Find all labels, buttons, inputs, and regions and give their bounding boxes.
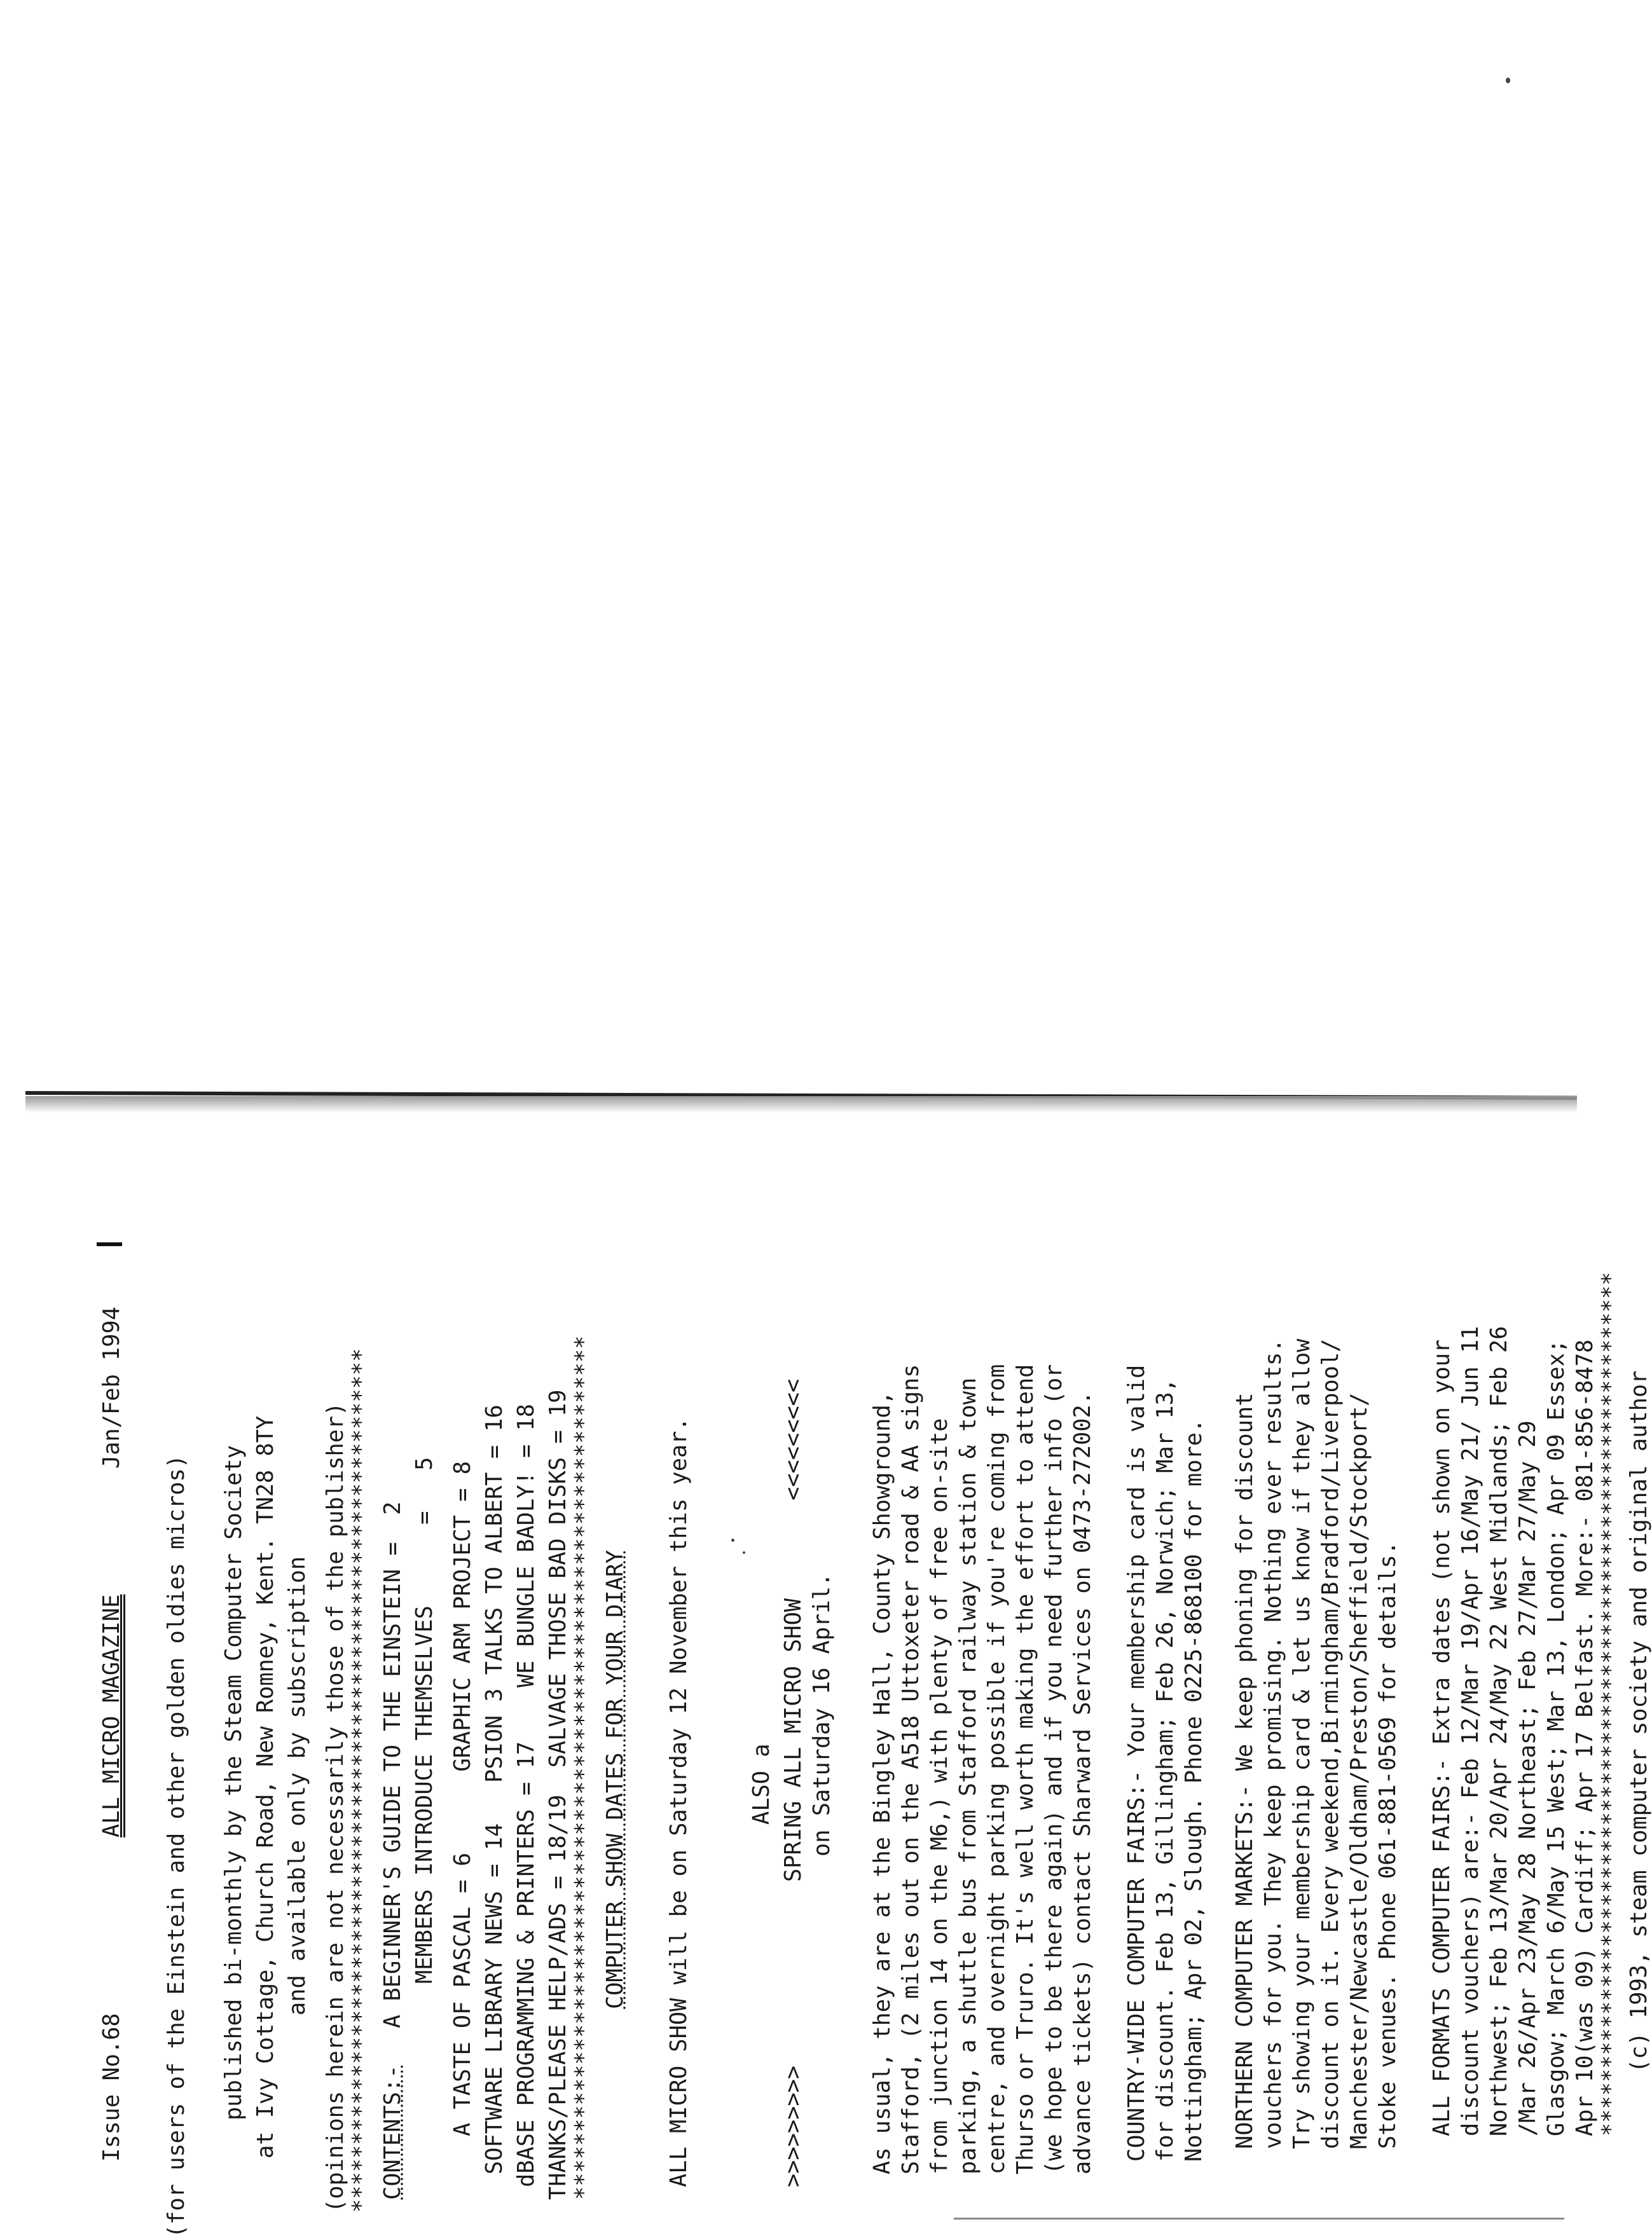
issue-date: Jan/Feb 1994 [99, 1307, 125, 1469]
publisher-line-1: published bi-monthly by the Steam Computer Society [221, 1445, 247, 2120]
all-formats-line: Northwest; Feb 13/Mar 20/Apr 24/May 22 West Midlands; Feb 26 [1486, 1326, 1512, 2136]
spring-show-title: SPRING ALL MICRO SHOW [780, 1598, 806, 1882]
contents-line: THANKS/PLEASE HELP/ADS = 18/19 SALVAGE THOSE BAD DISKS = 19 [545, 1389, 571, 2200]
stars-divider-1: **************************************************************** [348, 1348, 374, 2213]
venue-line: Stafford, (2 miles out on the A518 Uttoxeter road & AA signs [898, 1364, 924, 2174]
copyright-line: (c) 1993, steam computer society and original author [1626, 1370, 1652, 2073]
all-formats-line: Glasgow; March 6/May 15 West; Mar 13, London; Apr 09 Essex; [1543, 1339, 1569, 2136]
fold-shadow [25, 1096, 1577, 1113]
disclaimer: (opinions herein are not necessarily those of the publisher) [322, 1402, 348, 2213]
country-wide-line: Nottingham; Apr 02, Slough. Phone 0225-868100 for more. [1181, 1418, 1207, 2162]
stars-divider-2: **************************************************************** [570, 1335, 596, 2200]
northern-line: Stoke venues. Phone 061-881-0569 for details. [1375, 1541, 1401, 2149]
contents-line: SOFTWARE LIBRARY NEWS = 14 PSION 3 TALKS TO ALBERT = 16 [481, 1404, 507, 2174]
spring-show-date: on Saturday 16 April. [809, 1572, 835, 1857]
country-wide-line: for discount. Feb 13, Gillingham; Feb 26, Norwich; Mar 13, [1152, 1378, 1178, 2162]
all-formats-line: Apr 10(was 09) Cardiff; Apr 17 Belfast. More:- 081-856-8478 [1572, 1339, 1598, 2136]
northern-line: Try showing your membership card & let us know if they allow [1289, 1338, 1315, 2149]
contents-line: MEMBERS INTRODUCE THEMSELVES = 5 [411, 1457, 437, 1984]
northern-line: discount on it. Every weekend,Birmingham/Bradford/Liverpool/ [1318, 1338, 1344, 2149]
publisher-line-2: at Ivy Cottage, Church Road, New Romney, Kent. TN28 8TY [252, 1415, 279, 2159]
venue-line: from junction 14 on the M6,) with plenty of free on-site [926, 1418, 953, 2174]
venue-line: centre, and overnight parking possible if you're coming from [984, 1364, 1010, 2174]
venue-line: (we hope to be there again) and if you need further info (or [1041, 1364, 1067, 2174]
venue-line: advance tickets) contact Sharward Services on 0473-272002. [1070, 1391, 1096, 2174]
contents-line: dBASE PROGRAMMING & PRINTERS = 17 WE BUNGLE BADLY! = 18 [513, 1404, 539, 2187]
also-line: ALSO a [748, 1743, 774, 1825]
dust-speck [1506, 78, 1510, 83]
page-edge-rule [954, 2218, 1564, 2220]
venue-line: Thurso or Truro. It's well worth making the effort to attend [1012, 1364, 1038, 2174]
diary-heading: COMPUTER SHOW DATES FOR YOUR DIARY [602, 1549, 628, 2009]
venue-line: parking, a shuttle bus from Stafford railway station & town [955, 1377, 981, 2174]
contents-line: A BEGINNER'S GUIDE TO THE EINSTEIN = 2 [380, 1501, 406, 2028]
arrows-right: <<<<<<<<< [780, 1378, 806, 1500]
subtitle: (for users of the Einstein and other golden oldies micros) [163, 1455, 189, 2238]
stars-divider-3: **************************************************************** [1597, 1272, 1623, 2136]
country-wide-line: COUNTRY-WIDE COMPUTER FAIRS:- Your membership card is valid [1124, 1364, 1150, 2162]
margin-mark [97, 1242, 122, 1246]
all-formats-line: ALL FORMATS COMPUTER FAIRS:- Extra dates (not shown on your [1429, 1339, 1455, 2136]
venue-line: As usual, they are at the Bingley Hall, County Showground, [869, 1391, 895, 2174]
magazine-title: ALL MICRO MAGAZINE [99, 1594, 125, 1837]
all-formats-line: discount vouchers) are:- Feb 12/Mar 19/Apr 16/May 21/ Jun 11 [1457, 1326, 1483, 2136]
northern-line: Manchester/Newcastle/Oldham/Preston/Sheffield/Stockport/ [1346, 1392, 1372, 2149]
northern-line: vouchers for you. They keep promising. Nothing ever results. [1260, 1338, 1286, 2149]
northern-line: NORTHERN COMPUTER MARKETS:- We keep phoning for discount [1232, 1392, 1258, 2149]
publisher-line-3: and available only by subscription [284, 1556, 310, 2015]
main-show-line: ALL MICRO SHOW will be on Saturday 12 November this year. [666, 1417, 692, 2187]
rotated-newsletter [83, 1132, 1652, 2238]
arrows-left: >>>>>>>>> [780, 2065, 806, 2187]
contents-line: A TASTE OF PASCAL = 6 GRAPHIC ARM PROJECT = 8 [450, 1460, 476, 2136]
all-formats-line: /Mar 26/Apr 23/May 28 Northeast; Feb 27/Mar 27/May 29 [1515, 1420, 1541, 2136]
contents-label: CONTENTS:- [380, 2064, 406, 2200]
issue-number: Issue No.68 [99, 2013, 125, 2162]
